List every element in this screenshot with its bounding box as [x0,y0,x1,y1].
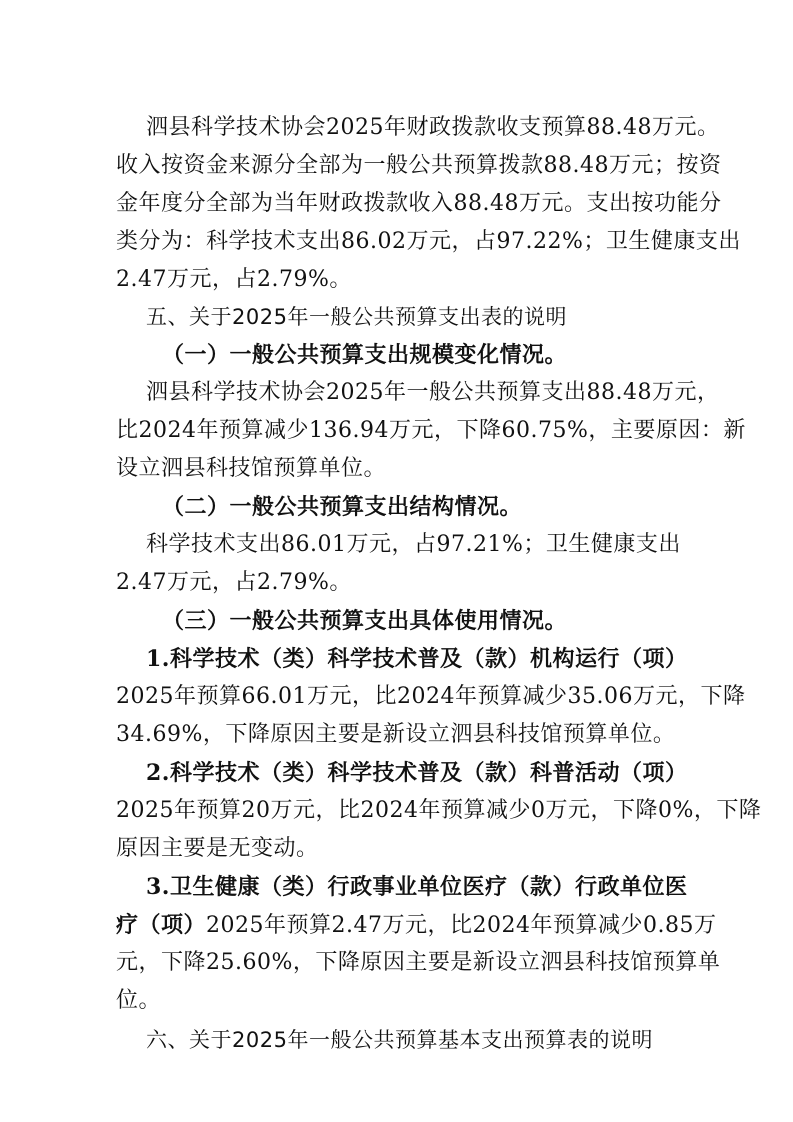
subsection-3-heading: （三）一般公共预算支出具体使用情况。 [162,608,568,634]
paragraph-2-line-1: 泗县科学技术协会2025年一般公共预算支出88.48万元， [146,380,720,405]
item-2-line-3: 原因主要是无变动。 [116,836,319,861]
item-3-heading: 3.卫生健康（类）行政事业单位医疗（款）行政单位医 [146,874,688,900]
item-3-line-2 [0,908,793,942]
paragraph-1-line-2: 收入按资金来源分全部为一般公共预算拨款88.48万元；按资 [116,153,722,178]
subsection-2-heading: （二）一般公共预算支出结构情况。 [162,494,523,520]
paragraph-1-line-3: 金年度分全部为当年财政拨款收入88.48万元。支出按功能分 [116,191,722,216]
item-3-heading-end: 疗（项） [116,912,207,938]
paragraph-2-line-2: 比2024年预算减少136.94万元，下降60.75%，主要原因：新 [116,418,746,443]
paragraph-3-line-1: 科学技术支出86.01万元，占97.21%；卫生健康支出 [146,532,681,557]
item-3-line-2-text: 2025年预算2.47万元，比2024年预算减少0.85万 [206,913,717,938]
section-6-heading: 六、关于2025年一般公共预算基本支出预算表的说明 [146,1028,653,1052]
paragraph-1-line-4: 类分为：科学技术支出86.02万元，占97.22%；卫生健康支出 [116,229,741,254]
item-2-line-2: 2025年预算20万元，比2024年预算减少0万元，下降0%，下降 [116,798,762,823]
item-3-line-3: 元，下降25.60%，下降原因主要是新设立泗县科技馆预算单 [116,950,721,975]
paragraph-2-line-3: 设立泗县科技馆预算单位。 [116,456,387,481]
item-1-line-3: 34.69%，下降原因主要是新设立泗县科技馆预算单位。 [116,722,676,747]
section-5-heading: 五、关于2025年一般公共预算支出表的说明 [146,305,567,329]
paragraph-3-line-2: 2.47万元，占2.79%。 [116,570,352,595]
paragraph-1-line-5: 2.47万元，占2.79%。 [116,267,352,292]
paragraph-1-line-1: 泗县科学技术协会2025年财政拨款收支预算88.48万元。 [146,115,720,140]
item-3-line-4: 位。 [116,988,162,1013]
item-1-line-2: 2025年预算66.01万元，比2024年预算减少35.06万元，下降 [116,684,746,709]
subsection-1-heading: （一）一般公共预算支出规模变化情况。 [162,342,568,368]
item-1-heading: 1.科学技术（类）科学技术普及（款）机构运行（项） [146,646,688,672]
item-2-heading: 2.科学技术（类）科学技术普及（款）科普活动（项） [146,760,688,786]
